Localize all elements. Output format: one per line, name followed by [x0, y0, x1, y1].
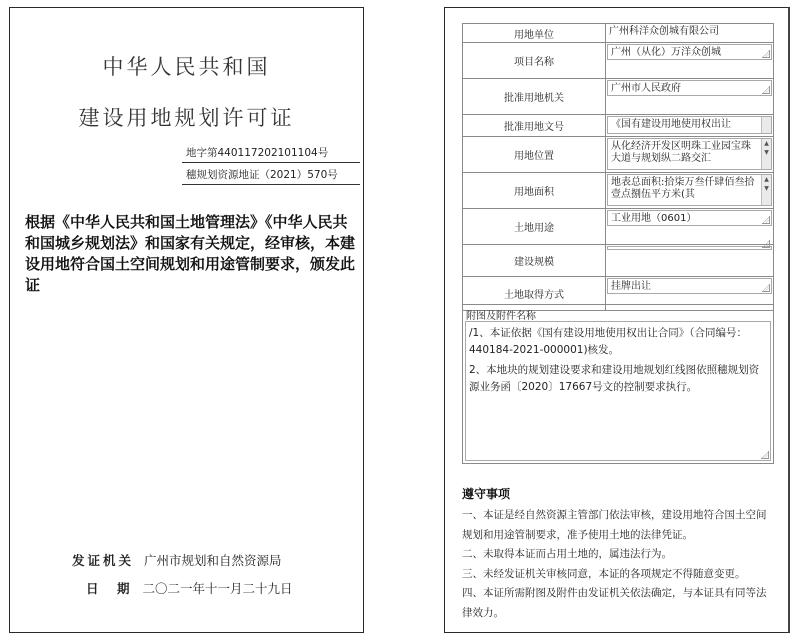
certificate-detail-page — [444, 7, 790, 633]
notice-item: 二、未取得本证而占用土地的，属违法行为。 — [462, 548, 672, 560]
notice-list — [462, 506, 776, 623]
date-value: 二〇二一年十一月二十九日 — [142, 581, 293, 596]
title-certificate: 建设用地规划许可证 — [78, 106, 295, 130]
notice-item: 四、本证所需附图及附件由发证机关依法确定，与本证具有同等法律效力。 — [462, 587, 767, 619]
construction-scale-value — [608, 247, 771, 249]
land-info-table — [462, 23, 774, 311]
certificate-number: 地字第440117202101104号 — [186, 147, 329, 159]
attachment-item: 2、本地块的规划建设要求和建设用地规划红线图依照穗规划资源业务函〔2020〕17667号文的控制要求执行。 — [469, 364, 760, 393]
document-number: 穗规划资源地证（2021）570号 — [186, 169, 338, 181]
divider — [182, 184, 360, 185]
applicant-value: 广州科洋众创城有限公司 — [609, 26, 719, 37]
legal-basis-text: 根据《中华人民共和国土地管理法》《中华人民共和国城乡规划法》和国家有关规定，经审核，本建设用地符合国土空间规划和用途管制要求，颁发此证 — [25, 213, 356, 294]
attachments-section — [462, 304, 774, 464]
land-use-value: 工业用地（0601） — [611, 213, 697, 224]
issuer-value: 广州市规划和自然资源局 — [144, 553, 282, 568]
scrollbar[interactable]: ▲ ▼ — [761, 139, 771, 169]
notice-item: 一、本证是经自然资源主管部门依法审核，建设用地符合国土空间规划和用途管制要求，准予使用土地的法律凭证。 — [462, 509, 767, 541]
approval-document-value: 《国有建设用地使用权出让 — [611, 119, 731, 130]
row-label: 批准用地文号 — [463, 115, 606, 137]
resize-handle-icon[interactable] — [762, 86, 770, 94]
notice-item: 三、未经发证机关审核同意，本证的各项规定不得随意变更。 — [462, 567, 746, 580]
attachments-title: 附图及附件名称 — [466, 311, 536, 322]
land-area-value: 地表总面积:拾柒万叁仟肆佰叁拾壹点捌伍平方米(其 — [611, 177, 755, 200]
approval-document-field[interactable] — [607, 116, 772, 134]
issue-date — [86, 579, 293, 597]
resize-handle-icon[interactable] — [761, 451, 769, 459]
approval-authority-field[interactable] — [607, 80, 772, 96]
row-label: 用地单位 — [463, 24, 606, 43]
land-location-field[interactable] — [607, 138, 772, 170]
construction-scale-field[interactable] — [607, 246, 772, 250]
row-label: 项目名称 — [463, 43, 606, 79]
acquisition-method-field[interactable] — [607, 278, 772, 294]
resize-handle-icon[interactable] — [762, 216, 770, 224]
land-area-field[interactable] — [607, 174, 772, 206]
date-label: 日 期 — [86, 581, 133, 596]
attachment-item: /1、本证依据《国有建设用地使用权出让合同》（合同编号：440184-2021-000001)核发。 — [469, 327, 747, 356]
certificate-cover-page — [9, 7, 364, 633]
resize-handle-icon[interactable] — [762, 284, 770, 292]
issuer-label: 发证机关 — [72, 553, 135, 568]
issuing-authority — [72, 551, 282, 569]
resize-handle-icon[interactable] — [762, 240, 770, 248]
row-label: 土地取得方式 — [463, 277, 606, 311]
row-label: 用地面积 — [463, 173, 606, 209]
title-country: 中华人民共和国 — [102, 55, 271, 79]
land-location-value: 从化经济开发区明珠工业园宝珠大道与规划纵二路交汇 — [611, 141, 751, 164]
row-label: 用地位置 — [463, 137, 606, 173]
acquisition-method-value: 挂牌出让 — [611, 281, 651, 292]
approval-authority-value: 广州市人民政府 — [611, 83, 681, 94]
divider — [182, 162, 360, 163]
project-name-value: 广州（从化）万洋众创城 — [611, 47, 721, 58]
row-label: 土地用途 — [463, 209, 606, 245]
attachments-field[interactable] — [465, 321, 771, 461]
row-label: 建设规模 — [463, 245, 606, 277]
notice-title: 遵守事项 — [462, 487, 511, 501]
land-use-field[interactable] — [607, 210, 772, 226]
row-label: 批准用地机关 — [463, 79, 606, 115]
row-value-field — [606, 24, 774, 43]
resize-handle-icon[interactable] — [762, 50, 770, 58]
project-name-field[interactable] — [607, 44, 772, 60]
scrollbar[interactable]: ▲ ▼ — [761, 175, 771, 205]
scrollbar[interactable] — [761, 117, 771, 133]
